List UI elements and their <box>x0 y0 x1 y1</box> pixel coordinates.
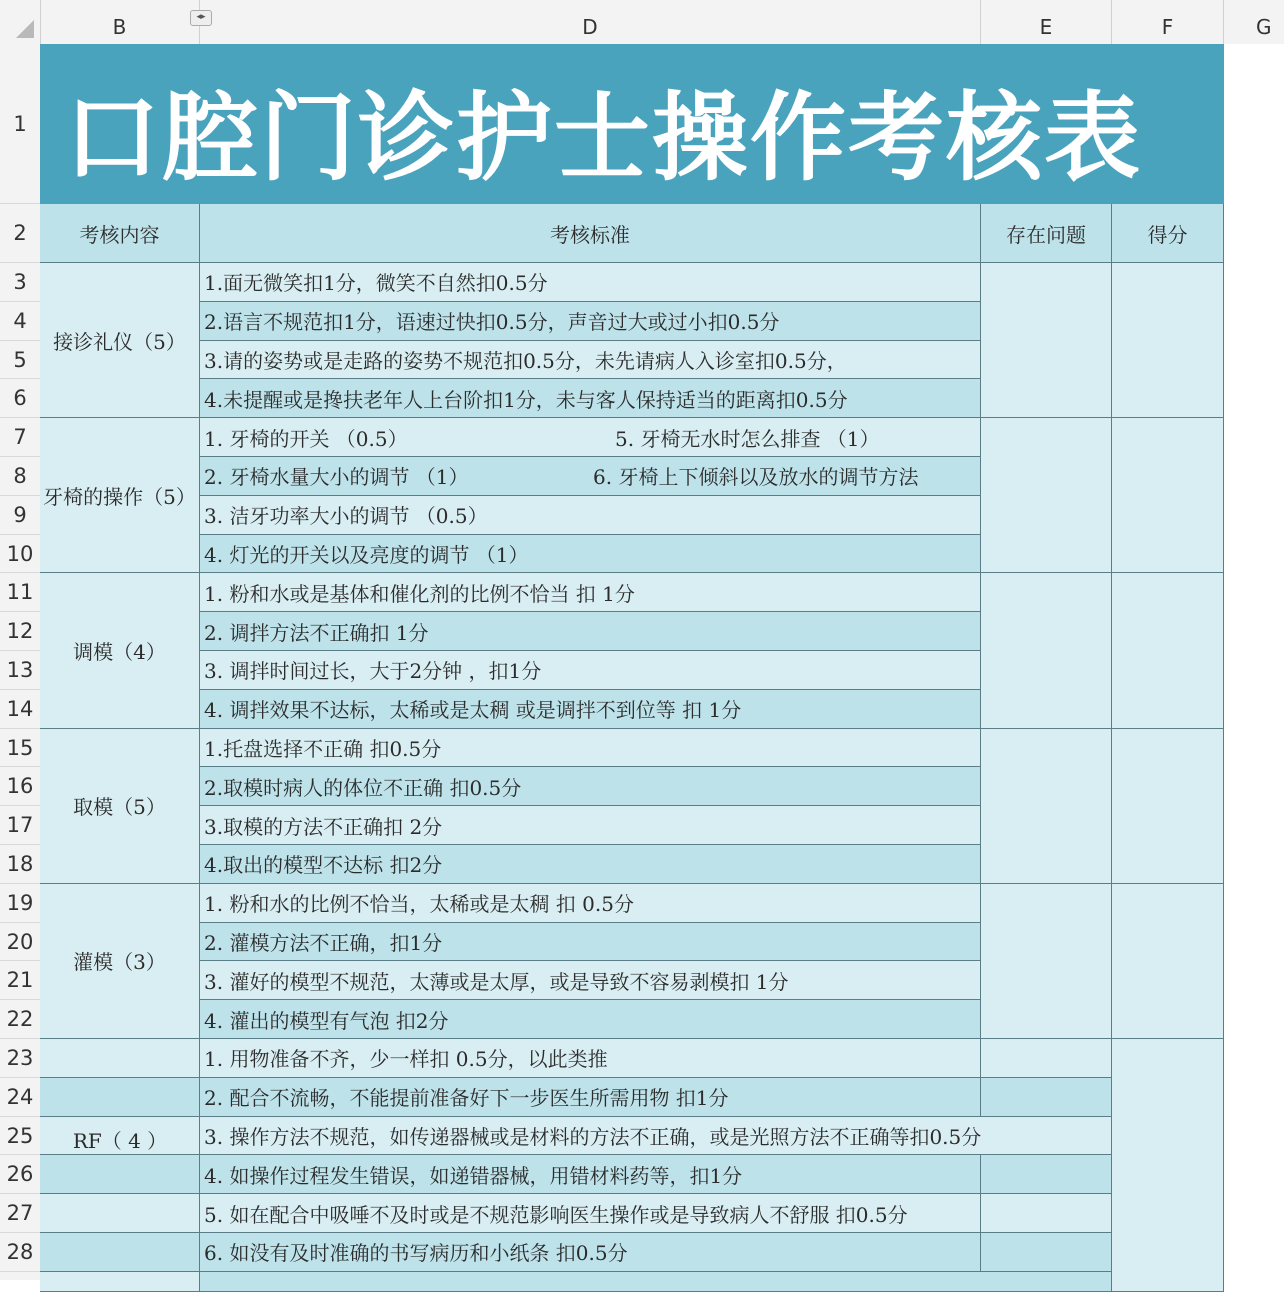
row-header-15[interactable]: 15 <box>0 729 40 768</box>
header-content[interactable]: 考核内容 <box>40 204 200 263</box>
category-cell[interactable]: 灌模（3） <box>40 884 200 1039</box>
problems-cell[interactable] <box>981 1194 1112 1233</box>
standard-item-extra: 5. 牙椅无水时怎么排查 （1） <box>615 426 880 451</box>
problems-cell[interactable] <box>981 884 1112 1039</box>
standard-item[interactable]: 2.语言不规范扣1分，语速过快扣0.5分，声音过大或过小扣0.5分 <box>200 302 981 341</box>
header-score[interactable]: 得分 <box>1112 204 1224 263</box>
next-row-cell[interactable] <box>40 1272 200 1292</box>
header-problems[interactable]: 存在问题 <box>981 204 1112 263</box>
column-header-e[interactable]: E <box>981 0 1112 44</box>
standard-item[interactable]: 4. 如操作过程发生错误，如递错器械，用错材料药等，扣1分 <box>200 1155 981 1194</box>
standard-item[interactable]: 2.取模时病人的体位不正确 扣0.5分 <box>200 767 981 806</box>
column-header-g[interactable]: G <box>1256 15 1272 39</box>
row-header-25[interactable]: 25 <box>0 1117 40 1156</box>
column-header-b[interactable]: B <box>40 0 200 44</box>
row-header-7[interactable]: 7 <box>0 418 40 457</box>
score-cell[interactable] <box>1112 1039 1224 1292</box>
next-row-cell[interactable] <box>200 1272 1112 1292</box>
select-all-corner[interactable] <box>0 0 41 44</box>
row-header-24[interactable]: 24 <box>0 1078 40 1117</box>
header-standard[interactable]: 考核标准 <box>200 204 981 263</box>
problems-cell[interactable] <box>981 1155 1112 1194</box>
standard-item[interactable]: 4. 调拌效果不达标，太稀或是太稠 或是调拌不到位等 扣 1分 <box>200 690 981 729</box>
row-header-26[interactable]: 26 <box>0 1155 40 1194</box>
page-title: 口腔门诊护士操作考核表 <box>64 81 1142 194</box>
problems-cell[interactable] <box>981 729 1112 884</box>
problems-cell[interactable] <box>981 1233 1112 1272</box>
row-header-18[interactable]: 18 <box>0 845 40 884</box>
standard-item[interactable]: 3. 操作方法不规范，如传递器械或是材料的方法不正确，或是光照方法不正确等扣0.5分 <box>200 1117 1112 1156</box>
row-header-21[interactable]: 21 <box>0 961 40 1000</box>
problems-cell[interactable] <box>981 263 1112 418</box>
standard-item[interactable]: 3. 灌好的模型不规范，太薄或是太厚，或是导致不容易剥模扣 1分 <box>200 961 981 1000</box>
standard-item[interactable]: 5. 如在配合中吸唾不及时或是不规范影响医生操作或是导致病人不舒服 扣0.5分 <box>200 1194 981 1233</box>
rf-content-cell[interactable] <box>40 1194 200 1233</box>
title-banner[interactable] <box>40 44 1224 205</box>
column-resize-icon[interactable]: ◂▸ <box>190 10 212 26</box>
standard-item[interactable]: 3.取模的方法不正确扣 2分 <box>200 806 981 845</box>
category-label-rf: RF（ 4 ） <box>72 1128 168 1153</box>
standard-item-extra: 6. 牙椅上下倾斜以及放水的调节方法 <box>593 465 919 490</box>
row-header-14[interactable]: 14 <box>0 690 40 729</box>
row-header-12[interactable]: 12 <box>0 612 40 651</box>
row-header-22[interactable]: 22 <box>0 1000 40 1039</box>
row-header-27[interactable]: 27 <box>0 1194 40 1233</box>
standard-item[interactable]: 3. 洁牙功率大小的调节 （0.5） <box>200 496 981 535</box>
row-header-16[interactable]: 16 <box>0 767 40 806</box>
row-header-11[interactable]: 11 <box>0 573 40 612</box>
problems-cell[interactable] <box>981 1078 1112 1117</box>
standard-item[interactable]: 1. 粉和水的比例不恰当，太稀或是太稠 扣 0.5分 <box>200 884 981 923</box>
score-cell[interactable] <box>1112 884 1224 1039</box>
score-cell[interactable] <box>1112 418 1224 573</box>
standard-item[interactable]: 4. 灯光的开关以及亮度的调节 （1） <box>200 535 981 574</box>
rf-content-cell[interactable] <box>40 1155 200 1194</box>
rf-content-cell[interactable] <box>40 1233 200 1272</box>
column-g-area[interactable] <box>1224 44 1284 1280</box>
row-header-20[interactable]: 20 <box>0 923 40 962</box>
standard-item[interactable]: 2. 牙椅水量大小的调节 （1） 6. 牙椅上下倾斜以及放水的调节方法 <box>200 457 981 496</box>
score-cell[interactable] <box>1112 729 1224 884</box>
standard-item[interactable]: 4.取出的模型不达标 扣2分 <box>200 845 981 884</box>
standard-item[interactable]: 6. 如没有及时准确的书写病历和小纸条 扣0.5分 <box>200 1233 981 1272</box>
score-cell[interactable] <box>1112 573 1224 728</box>
standard-item[interactable]: 3.请的姿势或是走路的姿势不规范扣0.5分，未先请病人入诊室扣0.5分， <box>200 341 981 380</box>
row-header-9[interactable]: 9 <box>0 496 40 535</box>
standard-item[interactable]: 1.托盘选择不正确 扣0.5分 <box>200 729 981 768</box>
row-header-3[interactable]: 3 <box>0 263 40 302</box>
row-header-6[interactable]: 6 <box>0 379 40 418</box>
standard-item[interactable]: 2. 配合不流畅，不能提前准备好下一步医生所需用物 扣1分 <box>200 1078 981 1117</box>
row-header-13[interactable]: 13 <box>0 651 40 690</box>
standard-item[interactable]: 4.未提醒或是搀扶老年人上台阶扣1分，未与客人保持适当的距离扣0.5分 <box>200 379 981 418</box>
row-header-5[interactable]: 5 <box>0 341 40 380</box>
row-header-1[interactable]: 1 <box>0 44 40 204</box>
standard-item[interactable]: 4. 灌出的模型有气泡 扣2分 <box>200 1000 981 1039</box>
problems-cell[interactable] <box>981 1039 1112 1078</box>
category-cell[interactable]: 调模（4） <box>40 573 200 728</box>
row-header-8[interactable]: 8 <box>0 457 40 496</box>
standard-item[interactable]: 1. 用物准备不齐，少一样扣 0.5分，以此类推 <box>200 1039 981 1078</box>
row-header-10[interactable]: 10 <box>0 535 40 574</box>
row-header-28[interactable]: 28 <box>0 1233 40 1272</box>
row-header-19[interactable]: 19 <box>0 884 40 923</box>
row-header-23[interactable]: 23 <box>0 1039 40 1078</box>
problems-cell[interactable] <box>981 418 1112 573</box>
standard-item[interactable]: 2. 灌模方法不正确，扣1分 <box>200 923 981 962</box>
row-header-4[interactable]: 4 <box>0 302 40 341</box>
row-header-17[interactable]: 17 <box>0 806 40 845</box>
standard-item[interactable]: 1.面无微笑扣1分，微笑不自然扣0.5分 <box>200 263 981 302</box>
problems-cell[interactable] <box>981 573 1112 728</box>
column-header-d[interactable]: D <box>200 0 981 44</box>
standard-item[interactable]: 3. 调拌时间过长，大于2分钟 ，扣1分 <box>200 651 981 690</box>
select-all-icon <box>16 20 34 38</box>
standard-item[interactable]: 1. 粉和水或是基体和催化剂的比例不恰当 扣 1分 <box>200 573 981 612</box>
score-cell[interactable] <box>1112 263 1224 418</box>
category-cell[interactable]: 取模（5） <box>40 729 200 884</box>
standard-item[interactable]: 1. 牙椅的开关 （0.5） 5. 牙椅无水时怎么排查 （1） <box>200 418 981 457</box>
category-cell[interactable]: 接诊礼仪（5） <box>40 263 200 418</box>
row-header-2[interactable]: 2 <box>0 204 40 263</box>
rf-content-cell[interactable] <box>40 1039 200 1078</box>
category-cell[interactable]: 牙椅的操作（5） <box>40 418 200 573</box>
column-header-f[interactable]: F <box>1112 0 1224 44</box>
rf-content-cell[interactable] <box>40 1078 200 1117</box>
standard-item[interactable]: 2. 调拌方法不正确扣 1分 <box>200 612 981 651</box>
